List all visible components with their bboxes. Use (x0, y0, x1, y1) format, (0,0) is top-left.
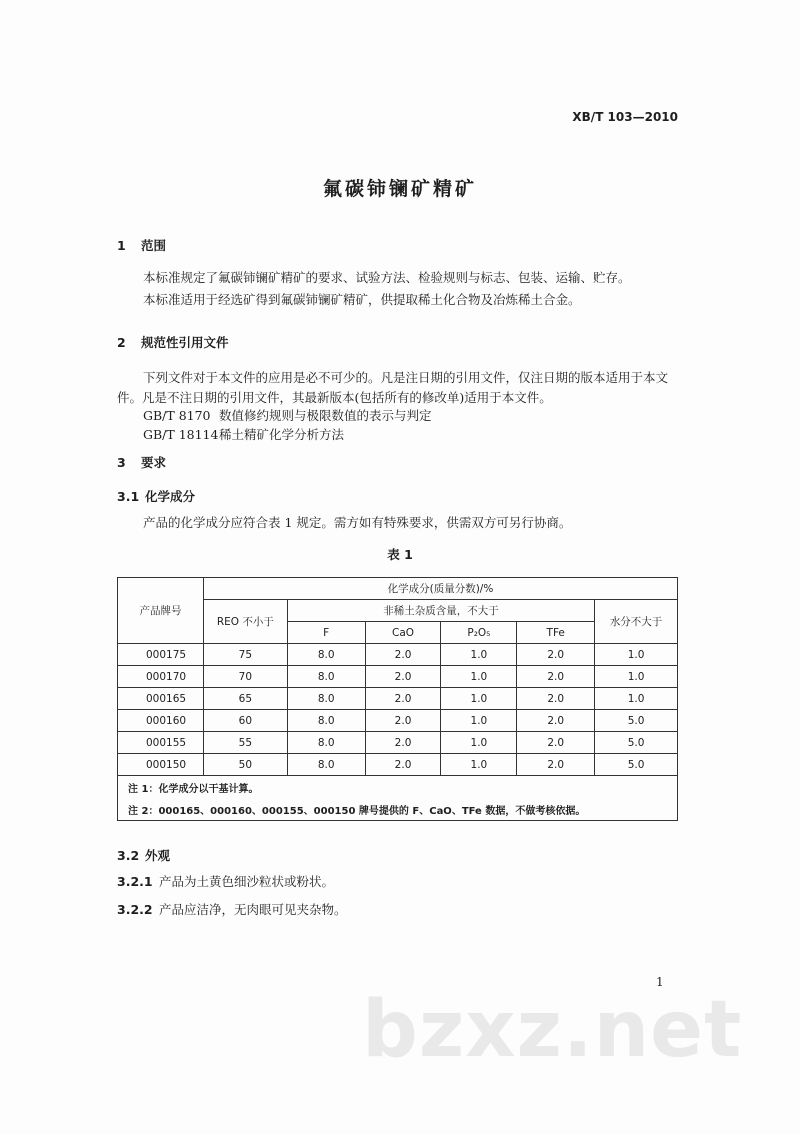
watermark: bzxz.net (362, 985, 743, 1075)
cell-moisture: 1.0 (595, 666, 678, 688)
header-chemical-composition: 化学成分(质量分数)/% (203, 578, 677, 600)
header-col-p2o5: P₂O₅ (441, 622, 517, 644)
cell-cao: 2.0 (365, 666, 441, 688)
section-1-heading: 1 范围 (117, 238, 167, 253)
cell-p2o5: 1.0 (441, 754, 517, 776)
cell-grade: 000150 (118, 754, 204, 776)
cell-moisture: 5.0 (595, 710, 678, 732)
table-row (118, 710, 678, 732)
chemical-composition-table (117, 577, 678, 821)
cell-f: 8.0 (287, 688, 365, 710)
table-row (118, 732, 678, 754)
cell-cao: 2.0 (365, 688, 441, 710)
cell-moisture: 1.0 (595, 688, 678, 710)
table-row (118, 666, 678, 688)
table-row (118, 754, 678, 776)
cell-tfe: 2.0 (517, 644, 595, 666)
reference-code: GB/T 18114 (143, 427, 219, 442)
cell-reo: 60 (203, 710, 287, 732)
cell-p2o5: 1.0 (441, 732, 517, 754)
section-2-paragraph-line-2: 件。凡是不注日期的引用文件，其最新版本(包括所有的修改单)适用于本文件。 (117, 390, 552, 405)
cell-tfe: 2.0 (517, 688, 595, 710)
cell-tfe: 2.0 (517, 666, 595, 688)
header-impurity: 非稀土杂质含量，不大于 (287, 600, 594, 622)
section-3-heading: 3 要求 (117, 455, 167, 470)
cell-f: 8.0 (287, 644, 365, 666)
cell-tfe: 2.0 (517, 710, 595, 732)
section-3-2-1-item: 3.2.1 产品为土黄色细沙粒状或粉状。 (117, 874, 335, 889)
cell-grade: 000175 (118, 644, 204, 666)
cell-f: 8.0 (287, 710, 365, 732)
cell-moisture: 5.0 (595, 754, 678, 776)
cell-p2o5: 1.0 (441, 644, 517, 666)
cell-cao: 2.0 (365, 710, 441, 732)
header-reo: REO 不小于 (203, 600, 287, 644)
cell-grade: 000170 (118, 666, 204, 688)
reference-title: 稀土精矿化学分析方法 (219, 427, 345, 442)
cell-f: 8.0 (287, 754, 365, 776)
cell-grade: 000155 (118, 732, 204, 754)
section-1-paragraph-2: 本标准适用于经选矿得到氟碳铈镧矿精矿，供提取稀土化合物及冶炼稀土合金。 (143, 292, 581, 307)
table-note-1: 注 1：化学成分以干基计算。 (118, 776, 678, 799)
cell-cao: 2.0 (365, 732, 441, 754)
document-title: 氟碳铈镧矿精矿 (322, 178, 477, 200)
table-note-2: 注 2：000165、000160、000155、000150 牌号提供的 F、CaO、TFe 数据，不做考核依据。 (118, 798, 678, 821)
reference-item (143, 425, 344, 445)
section-3-2-heading: 3.2 外观 (117, 848, 171, 863)
table-row (118, 688, 678, 710)
header-grade: 产品牌号 (118, 578, 204, 644)
header-col-f: F (287, 622, 365, 644)
cell-reo: 70 (203, 666, 287, 688)
cell-f: 8.0 (287, 732, 365, 754)
cell-cao: 2.0 (365, 644, 441, 666)
header-col-tfe: TFe (517, 622, 595, 644)
section-2-heading: 2 规范性引用文件 (117, 335, 229, 350)
cell-moisture: 5.0 (595, 732, 678, 754)
page-number: 1 (656, 975, 664, 989)
section-3-1-heading: 3.1 化学成分 (117, 489, 196, 504)
cell-p2o5: 1.0 (441, 688, 517, 710)
cell-tfe: 2.0 (517, 754, 595, 776)
section-2-paragraph-line-1: 下列文件对于本文件的应用是必不可少的。凡是注日期的引用文件，仅注日期的版本适用于本文 (143, 370, 669, 385)
table-caption: 表 1 (387, 547, 413, 562)
cell-tfe: 2.0 (517, 732, 595, 754)
cell-grade: 000160 (118, 710, 204, 732)
cell-reo: 65 (203, 688, 287, 710)
cell-reo: 50 (203, 754, 287, 776)
section-1-paragraph-1: 本标准规定了氟碳铈镧矿精矿的要求、试验方法、检验规则与标志、包装、运输、贮存。 (143, 270, 631, 285)
cell-grade: 000165 (118, 688, 204, 710)
reference-item (143, 406, 432, 426)
cell-reo: 75 (203, 644, 287, 666)
cell-p2o5: 1.0 (441, 666, 517, 688)
section-3-2-2-item: 3.2.2 产品应洁净，无肉眼可见夹杂物。 (117, 902, 347, 917)
reference-code: GB/T 8170 (143, 408, 211, 423)
section-3-1-paragraph: 产品的化学成分应符合表 1 规定。需方如有特殊要求，供需双方可另行协商。 (143, 515, 572, 530)
header-moisture: 水分不大于 (595, 600, 678, 644)
table-row (118, 644, 678, 666)
cell-moisture: 1.0 (595, 644, 678, 666)
reference-title: 数值修约规则与极限数值的表示与判定 (219, 408, 432, 423)
cell-p2o5: 1.0 (441, 710, 517, 732)
cell-reo: 55 (203, 732, 287, 754)
header-col-cao: CaO (365, 622, 441, 644)
standard-number: XB/T 103—2010 (572, 110, 678, 124)
cell-f: 8.0 (287, 666, 365, 688)
cell-cao: 2.0 (365, 754, 441, 776)
